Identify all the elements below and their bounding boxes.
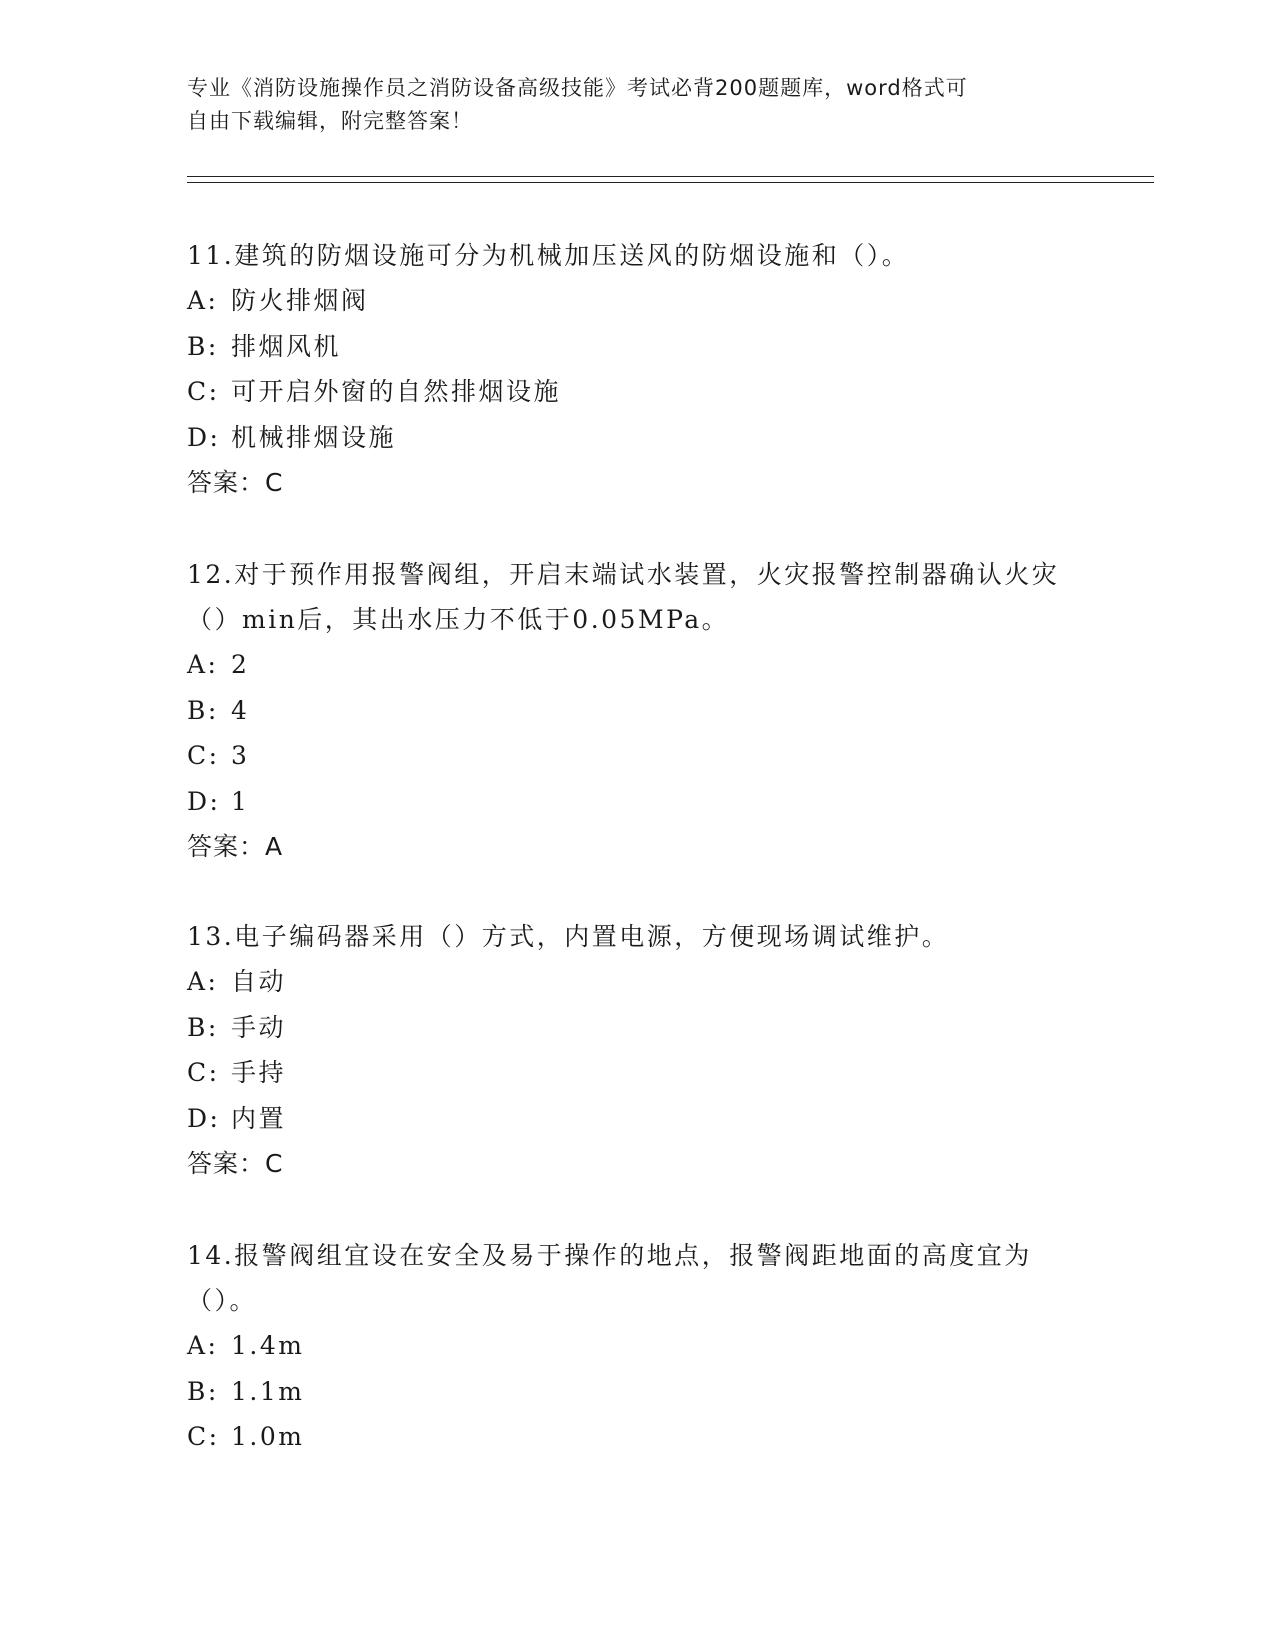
option-text: 1.0m (231, 1422, 305, 1451)
header-divider-bottom (187, 182, 1154, 183)
option-a (187, 278, 1087, 324)
option-text: 排烟风机 (231, 331, 342, 361)
option-text: 1 (231, 786, 250, 816)
question-13 (187, 914, 1087, 1187)
option-c (187, 733, 1087, 779)
option-key: C: (187, 1422, 220, 1451)
option-b (187, 1005, 1087, 1051)
option-d (187, 415, 1087, 461)
option-text: 3 (231, 741, 250, 770)
option-key: C: (187, 1058, 220, 1087)
option-key: B: (187, 1012, 219, 1042)
answer-line: 答案：C (187, 1149, 284, 1178)
document-header (187, 72, 1067, 138)
option-text: 手动 (231, 1012, 287, 1042)
answer-line: 答案：A (187, 832, 284, 861)
option-key: B: (187, 695, 219, 725)
question-stem: 11.建筑的防烟设施可分为机械加压送风的防烟设施和（）。 (187, 241, 910, 270)
option-text: 防火排烟阀 (231, 286, 369, 315)
question-11 (187, 233, 1087, 506)
option-key: D: (187, 422, 221, 452)
question-stem: 13.电子编码器采用（）方式，内置电源，方便现场调试维护。 (187, 922, 950, 951)
option-key: C: (187, 741, 220, 770)
option-a (187, 959, 1087, 1005)
option-d (187, 779, 1087, 825)
option-key: D: (187, 1103, 221, 1133)
option-c (187, 1414, 1087, 1460)
question-14 (187, 1233, 1087, 1460)
option-key: B: (187, 1376, 219, 1406)
option-a (187, 1323, 1087, 1369)
option-text: 自动 (231, 967, 287, 996)
question-12 (187, 552, 1087, 870)
option-b (187, 324, 1087, 370)
answer-line: 答案：C (187, 468, 284, 497)
option-text: 可开启外窗的自然排烟设施 (231, 377, 562, 406)
question-stem: 14.报警阀组宜设在安全及易于操作的地点，报警阀距地面的高度宜为（）。 (187, 1241, 1032, 1315)
option-c (187, 369, 1087, 415)
option-key: A: (187, 1331, 219, 1360)
header-line-2: 自由下载编辑，附完整答案！ (187, 109, 473, 133)
option-text: 4 (231, 695, 250, 725)
option-key: B: (187, 331, 219, 361)
header-divider-top (187, 176, 1154, 177)
question-stem: 12.对于预作用报警阀组，开启末端试水装置，火灾报警控制器确认火灾（）min后，其出水压力不低于0.05MPa。 (187, 560, 1060, 634)
header-line-1: 专业《消防设施操作员之消防设备高级技能》考试必背200题题库，word格式可 (187, 76, 968, 100)
option-d (187, 1096, 1087, 1142)
option-a (187, 642, 1087, 688)
option-text: 2 (231, 650, 250, 679)
option-text: 内置 (231, 1103, 287, 1133)
option-b (187, 1369, 1087, 1415)
option-key: A: (187, 286, 219, 315)
option-text: 1.1m (231, 1376, 305, 1406)
option-key: D: (187, 786, 221, 816)
option-text: 机械排烟设施 (231, 422, 397, 452)
option-text: 1.4m (231, 1331, 305, 1360)
option-key: C: (187, 377, 220, 406)
option-text: 手持 (231, 1058, 287, 1087)
option-c (187, 1050, 1087, 1096)
option-key: A: (187, 650, 219, 679)
option-b (187, 688, 1087, 734)
option-key: A: (187, 967, 219, 996)
